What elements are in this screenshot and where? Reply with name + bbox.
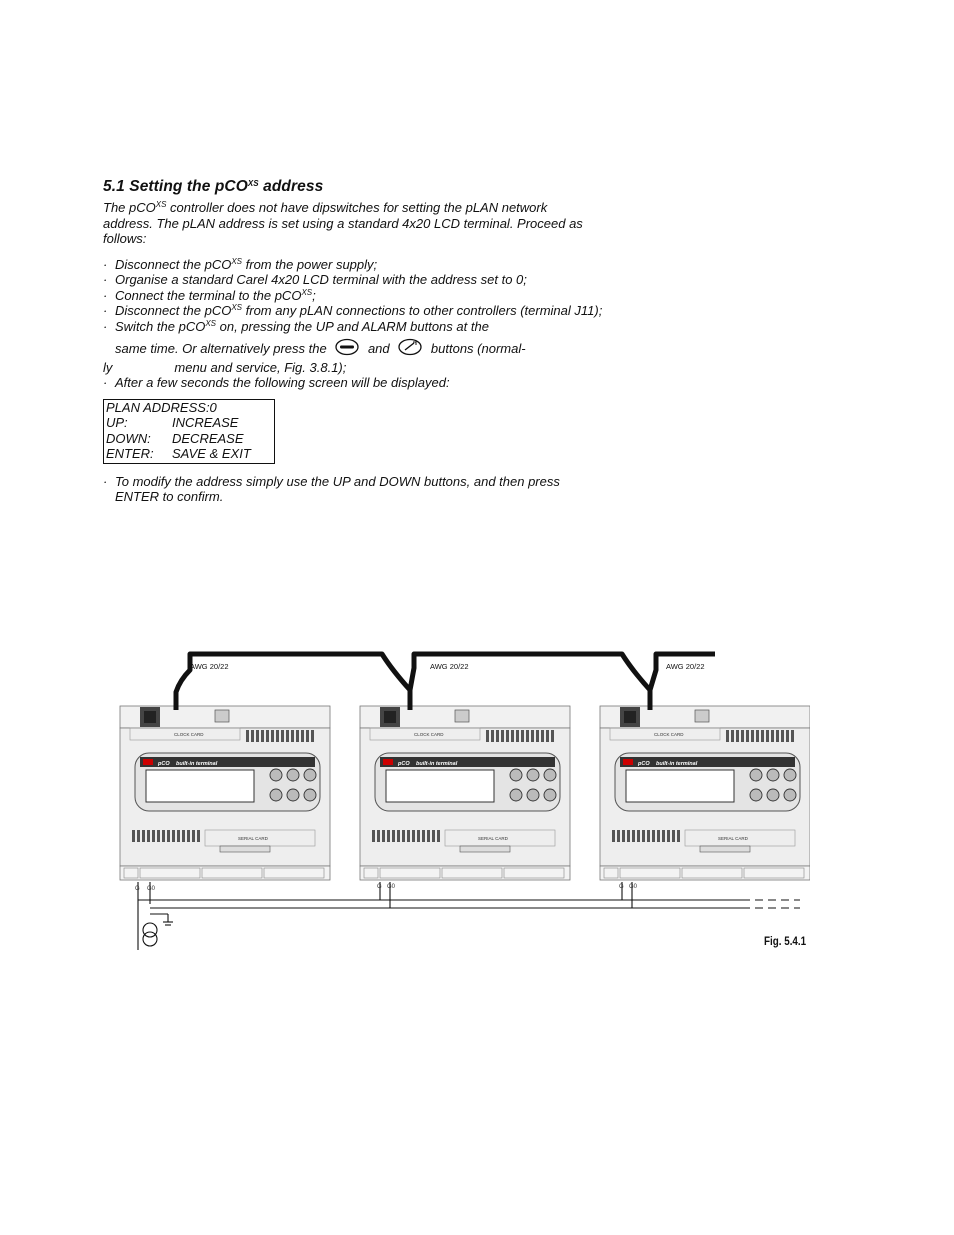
clock-card-label: CLOCK CARD [654, 732, 684, 737]
svg-text:G: G [377, 884, 382, 890]
brand-label: pCO [158, 761, 170, 767]
svg-text:G: G [135, 886, 140, 892]
lcd-row [106, 415, 272, 431]
service-button-icon [397, 338, 423, 360]
bullet: · [103, 318, 108, 334]
step-text: Organise a standard Carel 4x20 LCD terminal with the address set to 0; [115, 272, 527, 287]
step-text-end: ; [312, 287, 316, 303]
step-text: To modify the address simply use the UP and DOWN buttons, and then press ENTER to confirm. [115, 473, 560, 504]
step-text-end: from the power supply; [242, 256, 378, 272]
heading-text-end: address [258, 178, 324, 195]
terminal-label: built-in terminal [416, 761, 458, 767]
step-text-end: on, pressing the UP and ALARM buttons at the [216, 318, 489, 334]
lcd-value: INCREASE [172, 415, 239, 430]
section-heading [103, 178, 603, 196]
step-superscript: XS [231, 303, 243, 312]
svg-text:G0: G0 [387, 884, 396, 890]
step-text-end: from any pLAN connections to other controllers (terminal J11); [242, 303, 603, 318]
brand-label: pCO [398, 761, 410, 767]
procedure-steps [103, 257, 603, 391]
step-text: Connect the terminal to the pCO [115, 287, 302, 303]
clock-card-label: CLOCK CARD [174, 732, 204, 737]
lcd-value: SAVE & EXIT [172, 446, 251, 461]
step-switch-on-continued [115, 338, 603, 360]
clock-card-label: CLOCK CARD [414, 732, 444, 737]
power-bus [138, 882, 800, 950]
svg-text:G0: G0 [629, 884, 638, 890]
step-screen-displayed [103, 375, 603, 391]
serial-card-label: SERIAL CARD [718, 836, 748, 841]
step-superscript: XS [231, 256, 243, 266]
manual-section [103, 178, 603, 505]
lcd-key: UP: [106, 415, 128, 430]
controller-1 [120, 706, 330, 880]
step-superscript: XS [205, 318, 216, 328]
lcd-row [106, 446, 272, 462]
step-text: buttons (normal- [430, 341, 526, 356]
cable-label: AWG 20/22 [430, 662, 469, 671]
step-organise-terminal [103, 272, 603, 288]
bullet: · [103, 272, 108, 287]
heading-text: 5.1 Setting the pCO [103, 178, 248, 195]
lcd-key: ENTER: [106, 446, 154, 461]
lcd-row [106, 431, 272, 447]
step-text: Disconnect the pCO [115, 303, 232, 318]
step-connect-terminal [103, 288, 603, 304]
intro-text: The pCO [103, 200, 156, 215]
intro-paragraph [103, 200, 593, 247]
bullet: · [103, 287, 108, 303]
terminal-label: built-in terminal [656, 761, 698, 767]
lcd-text: PLAN ADDRESS:0 [106, 399, 217, 415]
step-text: Switch the pCO [115, 318, 206, 334]
terminal-label: built-in terminal [176, 761, 218, 767]
cable-label: AWG 20/22 [666, 662, 705, 671]
step-text: ly [103, 359, 113, 375]
lcd-row [106, 400, 272, 416]
final-step-list [103, 474, 603, 505]
controller-3 [600, 706, 810, 880]
bullet: · [103, 473, 108, 489]
serial-card-label: SERIAL CARD [238, 836, 268, 841]
step-disconnect-power [103, 257, 603, 273]
heading-superscript: XS [247, 179, 259, 188]
step-modify-address [103, 474, 603, 505]
step-superscript: XS [301, 287, 313, 297]
step-text: Disconnect the pCO [115, 256, 232, 272]
plan-wiring-diagram [110, 640, 810, 960]
menu-button-icon [334, 338, 360, 360]
svg-text:G: G [619, 884, 624, 890]
step-disconnect-plan [103, 303, 603, 319]
step-switch-on-tail [103, 360, 603, 376]
lcd-value: DECREASE [172, 430, 244, 446]
brand-label: pCO [638, 761, 650, 767]
controller-2 [360, 706, 570, 880]
lcd-screen-box [103, 399, 275, 464]
bullet: · [103, 256, 108, 272]
figure-caption: Fig. 5.4.1 [764, 934, 807, 948]
bullet: · [103, 303, 108, 318]
cable-label: AWG 20/22 [190, 662, 229, 671]
serial-card-label: SERIAL CARD [478, 836, 508, 841]
intro-superscript: XS [155, 200, 167, 209]
step-switch-on [103, 319, 603, 376]
intro-text-rest: controller does not have dipswitches for setting the pLAN network address. The pLAN address is set using a standard 4x20 LCD terminal. Proceed as follows: [103, 200, 583, 246]
bullet: · [103, 375, 108, 390]
lcd-key: DOWN: [106, 430, 151, 446]
step-text: After a few seconds the following screen will be displayed: [115, 375, 450, 390]
svg-text:G0: G0 [147, 886, 156, 892]
step-text: and [367, 341, 390, 356]
step-text: menu and service, Fig. 3.8.1); [174, 359, 347, 375]
step-text: same time. Or alternatively press the [115, 341, 327, 356]
